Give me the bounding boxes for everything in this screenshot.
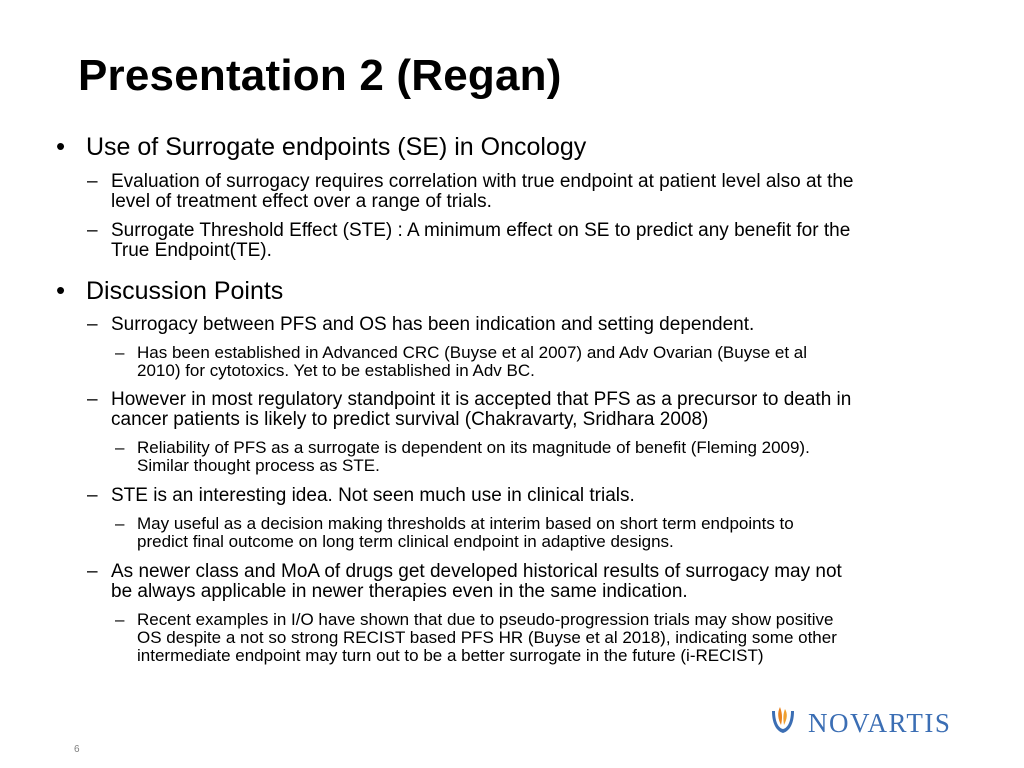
dash-icon: – <box>87 389 98 410</box>
bullet-dot-icon: • <box>56 275 66 305</box>
sub-item-line: May useful as a decision making thresholds at interim based on short term endpoints to <box>137 514 794 533</box>
bullet-discussion-points <box>56 275 966 305</box>
sub-item-line: However in most regulatory standpoint it is accepted that PFS as a precursor to death in <box>111 389 852 410</box>
sub-item-line: predict final outcome on long term clinical endpoint in adaptive designs. <box>137 532 674 551</box>
dash-icon: – <box>115 610 125 629</box>
sub-item-line: Evaluation of surrogacy requires correlation with true endpoint at patient level also at the <box>111 171 854 192</box>
sub-item-line: 2010) for cytotoxics. Yet to be established in Adv BC. <box>137 361 535 380</box>
novartis-logo-text: NOVARTIS <box>808 708 952 738</box>
sub-sub-item-io-examples <box>115 610 962 665</box>
dash-icon: – <box>87 171 98 192</box>
sub-item-line: Has been established in Advanced CRC (Buyse et al 2007) and Adv Ovarian (Buyse et al <box>137 343 807 362</box>
bullet-dot-icon: • <box>56 131 66 161</box>
sub-item-line: STE is an interesting idea. Not seen much use in clinical trials. <box>111 485 635 506</box>
novartis-logo <box>766 703 956 739</box>
sub-item-line: be always applicable in newer therapies even in the same indication. <box>111 581 688 602</box>
dash-icon: – <box>87 485 98 506</box>
slide-title: Presentation 2 (Regan) <box>78 51 562 100</box>
sub-item-pfs-os <box>87 314 961 335</box>
sub-item-newer-class <box>87 561 961 602</box>
sub-item-line: True Endpoint(TE). <box>111 240 272 261</box>
sub-sub-item-reliability <box>115 438 962 475</box>
page-number: 6 <box>74 744 80 755</box>
novartis-flame-icon <box>766 703 800 739</box>
sub-item-ste <box>87 220 961 261</box>
bullet-heading: Discussion Points <box>86 277 284 305</box>
sub-sub-item-decision-thresholds <box>115 514 962 551</box>
sub-item-line: Similar thought process as STE. <box>137 456 380 475</box>
sub-item-evaluation <box>87 171 961 212</box>
sub-item-line: cancer patients is likely to predict survival (Chakravarty, Sridhara 2008) <box>111 409 709 430</box>
sub-item-ste-idea <box>87 485 961 506</box>
bullet-heading: Use of Surrogate endpoints (SE) in Oncology <box>86 133 587 161</box>
sub-item-line: OS despite a not so strong RECIST based PFS HR (Buyse et al 2018), indicating some other <box>137 628 837 647</box>
dash-icon: – <box>115 438 125 457</box>
dash-icon: – <box>87 561 98 582</box>
dash-icon: – <box>87 220 98 241</box>
sub-item-line: Surrogate Threshold Effect (STE) : A minimum effect on SE to predict any benefit for the <box>111 220 851 241</box>
sub-item-regulatory <box>87 389 961 430</box>
dash-icon: – <box>115 514 125 533</box>
sub-item-line: Reliability of PFS as a surrogate is dependent on its magnitude of benefit (Fleming 2009). <box>137 438 810 457</box>
sub-item-line: As newer class and MoA of drugs get developed historical results of surrogacy may not <box>111 561 842 582</box>
sub-item-line: intermediate endpoint may turn out to be a better surrogate in the future (i-RECIST) <box>137 646 764 665</box>
sub-item-line: level of treatment effect over a range of trials. <box>111 191 492 212</box>
sub-item-line: Surrogacy between PFS and OS has been indication and setting dependent. <box>111 314 755 335</box>
dash-icon: – <box>87 314 98 335</box>
sub-sub-item-established <box>115 343 962 380</box>
sub-item-line: Recent examples in I/O have shown that due to pseudo-progression trials may show positive <box>137 610 834 629</box>
bullet-se-oncology <box>56 131 966 161</box>
dash-icon: – <box>115 343 125 362</box>
